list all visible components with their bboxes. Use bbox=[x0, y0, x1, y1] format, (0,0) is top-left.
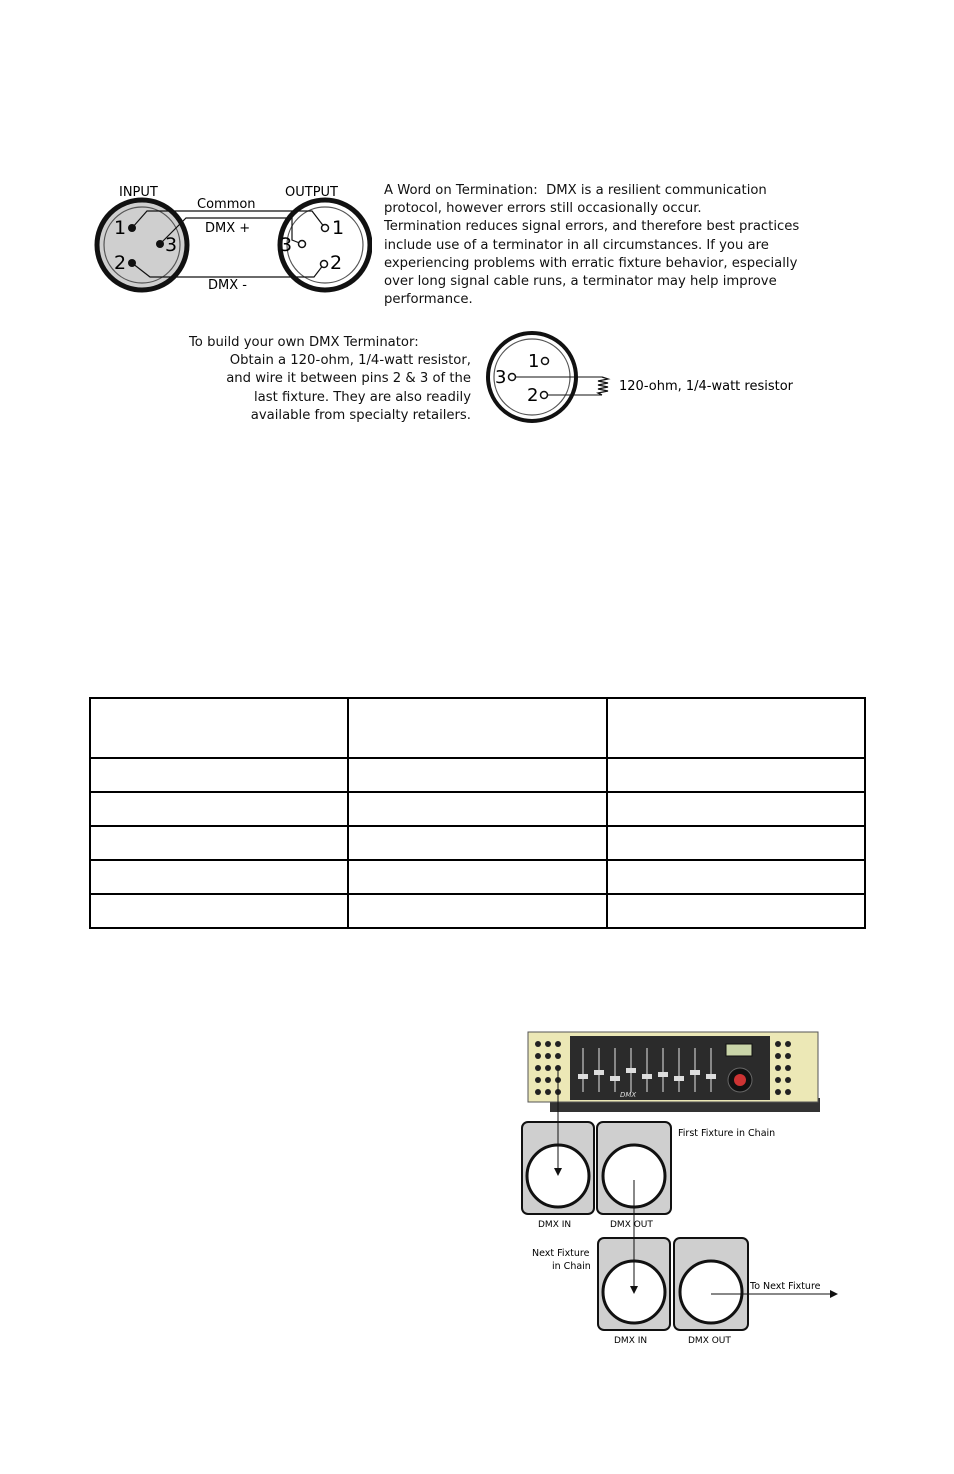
table-cell bbox=[607, 698, 865, 758]
table-cell bbox=[607, 792, 865, 826]
table-cell bbox=[90, 758, 348, 792]
controller-faders bbox=[578, 1048, 716, 1092]
table-row bbox=[90, 860, 865, 894]
table-cell bbox=[607, 860, 865, 894]
table-cell bbox=[348, 758, 606, 792]
dmx-plus-label: DMX + bbox=[205, 221, 251, 236]
table-cell bbox=[90, 826, 348, 860]
next-fixture-label: Next Fixture bbox=[532, 1248, 590, 1259]
termination-line: over long signal cable runs, a terminator may help improve bbox=[384, 274, 777, 290]
table-row bbox=[90, 758, 865, 792]
table-row bbox=[90, 792, 865, 826]
output-label: OUTPUT bbox=[285, 185, 338, 200]
table-cell bbox=[348, 826, 606, 860]
output-pin-3: 3 bbox=[280, 234, 293, 256]
next-fixture-label-2: in Chain bbox=[552, 1261, 591, 1272]
input-pin-1: 1 bbox=[114, 217, 127, 239]
dmx-out-label: DMX OUT bbox=[610, 1220, 653, 1230]
dmx-controller bbox=[528, 1032, 820, 1112]
dmx-minus-label: DMX - bbox=[208, 278, 247, 293]
table-row bbox=[90, 826, 865, 860]
table-cell bbox=[90, 860, 348, 894]
termination-paragraph bbox=[384, 182, 854, 309]
build-terminator-paragraph bbox=[175, 334, 471, 425]
termination-heading: A Word on Termination: bbox=[384, 183, 538, 198]
termination-line: Termination reduces signal errors, and therefore best practices bbox=[384, 219, 800, 235]
table-cell bbox=[90, 894, 348, 928]
resistor-zigzag bbox=[598, 377, 608, 395]
dmx-out-label: DMX OUT bbox=[688, 1336, 731, 1345]
terminator-diagram bbox=[486, 330, 826, 430]
table-cell bbox=[348, 894, 606, 928]
build-line: last fixture. They are also readily bbox=[254, 389, 471, 405]
dmx-chain-diagram bbox=[520, 1030, 850, 1345]
controller-brand-label: DMX bbox=[620, 1091, 637, 1099]
table-cell bbox=[90, 792, 348, 826]
dmx-in-label: DMX IN bbox=[538, 1220, 572, 1230]
to-next-fixture-label: To Next Fixture bbox=[750, 1281, 821, 1292]
termination-line: experiencing problems with erratic fixture behavior, especially bbox=[384, 255, 798, 271]
table-cell bbox=[607, 826, 865, 860]
controller-lcd-screen bbox=[726, 1044, 752, 1056]
build-terminator-title: To build your own DMX Terminator: bbox=[189, 335, 419, 350]
first-fixture-label: First Fixture in Chain bbox=[678, 1128, 776, 1139]
build-line: Obtain a 120-ohm, 1/4-watt resistor, bbox=[229, 353, 471, 369]
input-pin-2: 2 bbox=[114, 252, 127, 274]
common-label: Common bbox=[197, 197, 256, 212]
table-header-row bbox=[90, 698, 865, 758]
resistor-label: 120-ohm, 1/4-watt resistor bbox=[619, 379, 794, 394]
dmx-in-label: DMX IN bbox=[614, 1336, 648, 1345]
input-label: INPUT bbox=[119, 185, 158, 200]
table-cell bbox=[607, 894, 865, 928]
termination-line: include use of a terminator in all circumstances. If you are bbox=[384, 237, 769, 253]
table-cell bbox=[348, 860, 606, 894]
output-pin-2: 2 bbox=[330, 252, 343, 274]
dmx-table bbox=[89, 697, 866, 929]
table-cell bbox=[348, 698, 606, 758]
build-line: available from specialty retailers. bbox=[250, 407, 471, 423]
terminator-pin-3: 3 bbox=[495, 367, 507, 388]
terminator-pin-2: 2 bbox=[527, 385, 539, 406]
termination-line: performance. bbox=[384, 292, 473, 308]
output-pin-1: 1 bbox=[332, 217, 345, 239]
table-cell bbox=[607, 758, 865, 792]
xlr-wiring-diagram bbox=[92, 178, 372, 298]
table-row bbox=[90, 894, 865, 928]
build-line: and wire it between pins 2 & 3 of the bbox=[226, 371, 471, 387]
termination-line: DMX is a resilient communication bbox=[546, 183, 767, 198]
input-pin-3: 3 bbox=[165, 234, 178, 256]
table-cell bbox=[90, 698, 348, 758]
terminator-pin-1: 1 bbox=[528, 351, 540, 372]
termination-line: protocol, however errors still occasionally occur. bbox=[384, 201, 702, 217]
table-cell bbox=[348, 792, 606, 826]
